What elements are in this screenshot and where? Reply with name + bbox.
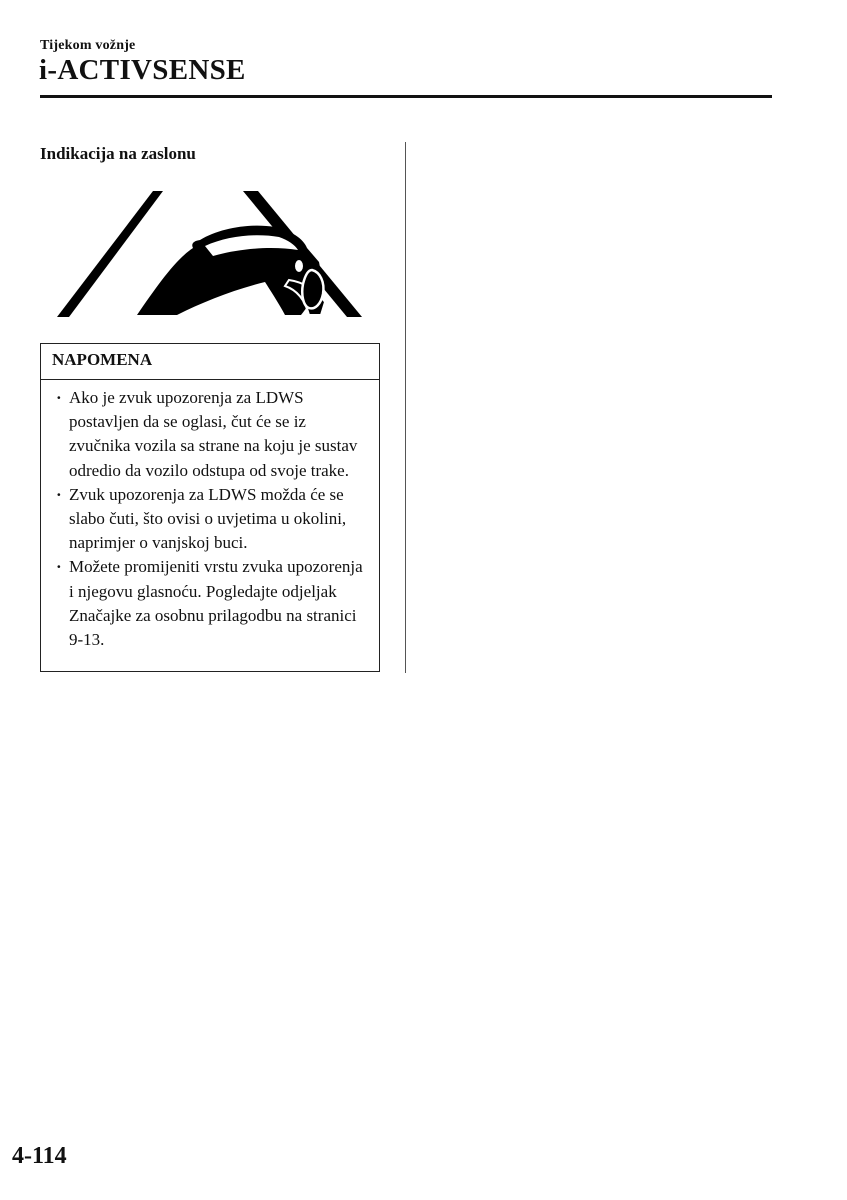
note-box (40, 343, 380, 672)
left-lane-line (57, 191, 163, 317)
chapter-title: i-ACTIVSENSE (39, 54, 246, 86)
column-divider (405, 142, 406, 673)
note-item: · Zvuk upozorenja za LDWS možda će se slabo čuti, što ovisi o uvjetima u okolini, naprimjer o vanjskoj buci. (56, 483, 371, 556)
note-title: NAPOMENA (41, 344, 379, 380)
note-list (41, 380, 379, 652)
note-item: · Možete promijeniti vrstu zvuka upozorenja i njegovu glasnoću. Pogledajte odjeljak Značajke za osobnu prilagodbu na stranici 9-13. (56, 555, 371, 652)
section-label: Tijekom vožnje (40, 38, 136, 53)
display-indication-heading: Indikacija na zaslonu (40, 144, 196, 163)
car-mirror (294, 259, 304, 273)
car-wheel (302, 270, 323, 308)
lane-departure-car-icon (55, 190, 365, 320)
header-rule (40, 95, 772, 98)
note-item: · Ako je zvuk upozorenja za LDWS postavljen da se oglasi, čut će se iz zvučnika vozila sa strane na koju je sustav odredio da vozilo odstupa od svoje trake. (56, 386, 371, 483)
page-number: 4-114 (12, 1143, 67, 1169)
